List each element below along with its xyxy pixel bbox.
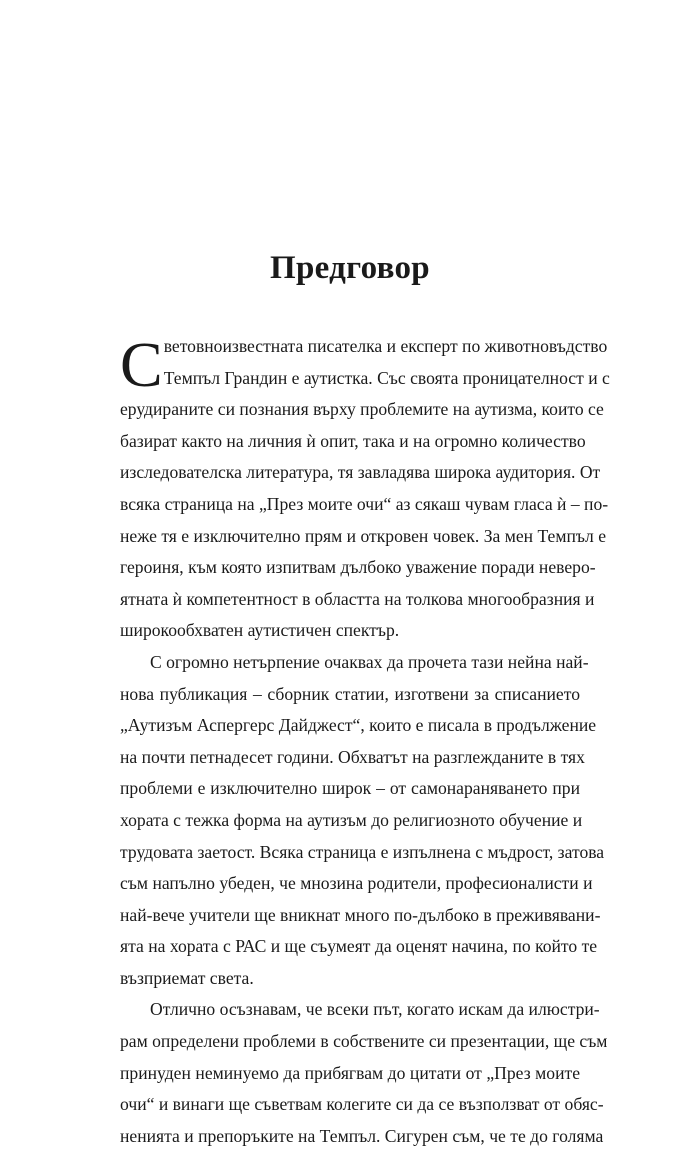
text-line: неже тя е изключително прям и откровен човек. За мен Темпъл е [120, 525, 607, 546]
text-line: трудовата заетост. Всяка страница е изпълнена с мъдрост, затова [120, 841, 605, 862]
paragraph-2 [120, 647, 605, 995]
text-line: героиня, към която изпитвам дълбоко уважение поради неверо- [120, 557, 596, 578]
text-line: съм напълно убеден, че мнозина родители, професионалисти и [120, 873, 593, 894]
body-text [120, 329, 610, 1152]
text-line: ненията и препоръките на Темпъл. Сигурен съм, че те до голяма [120, 1125, 604, 1146]
page-title: Предговор [270, 250, 430, 286]
text-line: всяка страница на „През моите очи“ аз сякаш чувам гласа ѝ – по- [120, 493, 609, 514]
text-line: С огромно нетърпение очаквах да прочета тази нейна най- [150, 651, 589, 672]
text-line: нова публикация – сборник статии, изготвени за списанието [120, 683, 580, 704]
drop-cap: С [120, 329, 163, 400]
text-line: хората с тежка форма на аутизъм до религиозното обучение и [120, 809, 583, 830]
text-line: ята на хората с РАС и ще съумеят да оценят начина, по който те [120, 936, 598, 957]
text-line: ерудираните си познания върху проблемите на аутизма, които се [120, 399, 604, 420]
text-line: изследователска литература, тя завладява широка аудитория. От [120, 462, 601, 483]
text-line: ятната ѝ компетентност в областта на толкова многообразния и [120, 588, 595, 609]
text-line: Отлично осъзнавам, че всеки път, когато искам да илюстри- [150, 999, 600, 1020]
text-line: „Аутизъм Аспергерс Дайджест“, които е писала в продължение [120, 715, 597, 736]
text-line: проблеми е изключително широк – от самонараняването при [120, 778, 580, 799]
text-line: принуден неминуемо да прибягвам до цитати от „През моите [120, 1062, 580, 1083]
text-line: Темпъл Грандин е аутистка. Със своята проницателност и с [163, 367, 610, 388]
text-line: на почти петнадесет години. Обхватът на разглежданите в тях [120, 746, 585, 767]
text-line: най-вече учители ще вникнат много по-дълбоко в преживявани- [120, 904, 601, 925]
text-line: възприемат света. [120, 967, 254, 988]
text-line: очи“ и винаги ще съветвам колегите си да се възползват от обяс- [120, 1094, 604, 1115]
text-line: широкообхватен аутистичен спектър. [120, 620, 400, 641]
text-line: рам определени проблеми в собствените си презентации, ще съм [120, 1031, 608, 1052]
text-line: ветовноизвестната писателка и експерт по животновъдство [163, 336, 608, 356]
paragraph-3 [120, 994, 608, 1152]
text-line: базират както на личния ѝ опит, така и на огромно количество [120, 430, 586, 451]
paragraph-1 [120, 329, 610, 647]
